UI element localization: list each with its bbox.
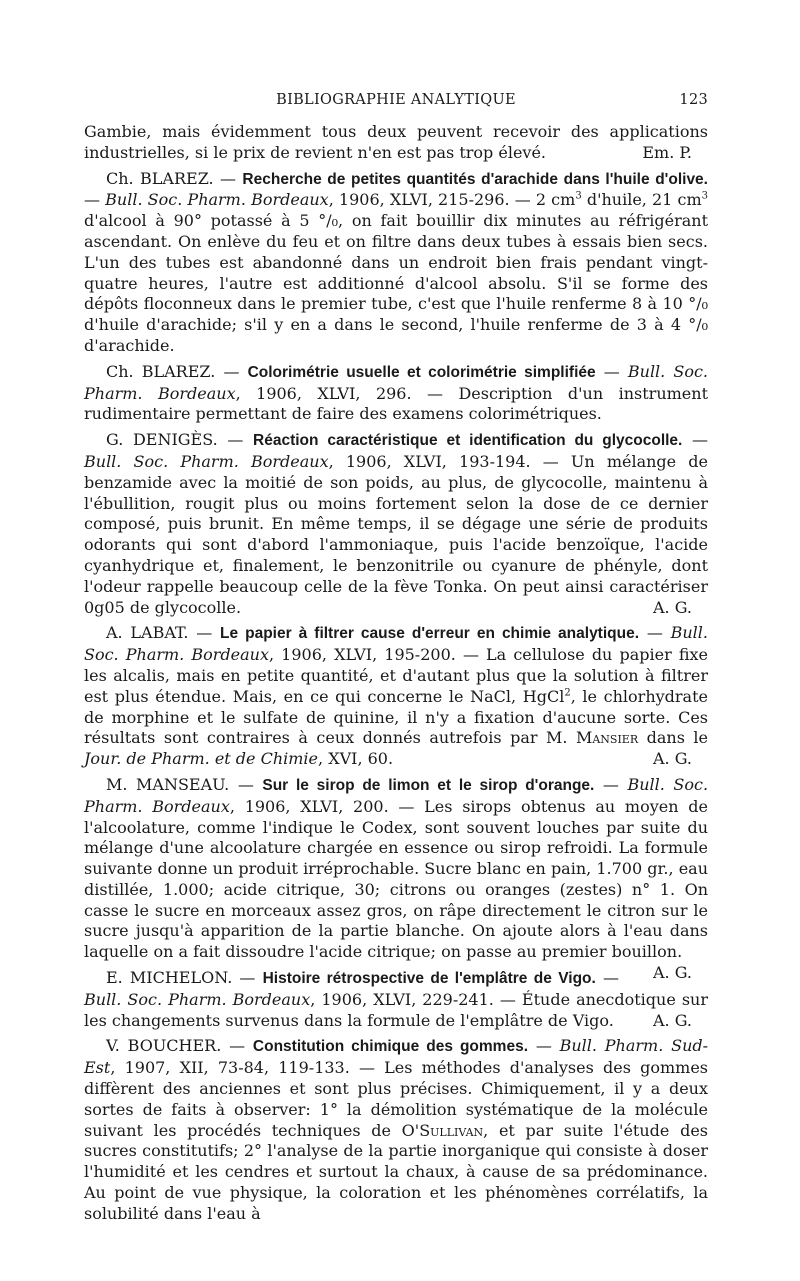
entry-text: , 1906, XLVI, 215-296. — 2 cm <box>328 190 576 210</box>
entry-text: , 1906, XLVI, 195-200. — La cellulose du papier fixe les alcalis, mais en petite quantité, et d'autant plus que la solution à filtrer est plus étendue. Mais, en ce qui concerne le NaCl, HgCl <box>84 645 708 706</box>
paragraph-text: Gambie, mais évidemment tous deux peuvent recevoir des applications industrielles, si le prix de revient n'en est pas trop élevé. <box>84 122 708 162</box>
cited-name: Sullivan <box>419 1120 484 1140</box>
entry-title: Histoire rétrospective de l'emplâtre de Vigo. <box>262 970 596 988</box>
entry-text: , le chlorhydrate de morphine et le sulfate de quinine, il n'y a fixation d'aucune sorte. Ces résultats sont contraires à ceux donnés autrefois par M. <box>84 686 708 748</box>
entry-title: Réaction caractéristique et identification du glycocolle. <box>253 432 683 450</box>
entry-title: Colorimétrie usuelle et colorimétrie simplifiée <box>247 363 596 381</box>
entry-title: Constitution chimique des gommes. <box>252 1038 529 1056</box>
entry-title: Sur le sirop de limon et le sirop d'orange. <box>262 776 595 794</box>
entry-text: d'huile, 21 cm <box>581 190 702 210</box>
separator: — <box>682 430 709 450</box>
cited-name: Mansier <box>575 728 639 748</box>
entry-text: dans le <box>638 728 708 748</box>
page-number: 123 <box>679 92 708 108</box>
entry-journal: Bull. Soc. Pharm. Bordeaux <box>84 361 709 403</box>
entry-text: , 1906, XLVI, 229-241. — Étude anecdotique sur les changements survenus dans la formule de l'emplâtre de Vigo. <box>84 989 708 1030</box>
paragraph-continuation <box>84 122 708 164</box>
separator: — <box>595 968 619 988</box>
separator: — <box>229 774 263 794</box>
entry-title: Recherche de petites quantités d'arachide dans l'huile d'olive. <box>242 170 708 188</box>
separator: — <box>595 361 628 381</box>
signature: A. G. <box>652 963 692 983</box>
entry-author: Ch. BLAREZ. <box>106 361 216 381</box>
entry-author: A. LABAT. <box>106 623 189 643</box>
bibliography-entry <box>84 623 708 770</box>
entry-text: , 1906, XLVI, 296. — Description d'un instrument rudimentaire permettant de faire des examens colorimétriques. <box>84 383 709 424</box>
entry-author: V. BOUCHER. <box>106 1036 222 1056</box>
separator: — <box>221 1036 253 1056</box>
separator: — <box>188 623 221 643</box>
entry-text: , et par suite l'étude des sucres constitutifs; 2° l'analyse de la partie inorganique qui consiste à doser l'humidité et les cendres et surtout la chaux, à cause de sa prédominance. Au point de vue physique, la coloration et les phénomènes corrélatifs, la solubilité dans l'eau à <box>84 1120 708 1223</box>
superscript: 3 <box>701 191 708 203</box>
entry-journal: Bull. Soc. Pharm. Bordeaux <box>84 451 329 471</box>
separator: — <box>84 190 106 210</box>
entry-journal: Bull. Soc. Pharm. Bordeaux <box>84 774 709 816</box>
entry-text: d'alcool à 90° potassé à 5 °/₀, on fait bouillir dix minutes au réfrigérant ascendant. On enlève du feu et on filtre dans deux tubes à essais bien secs. L'un des tubes est abandonné dans un endroit bien frais pendant vingt-quatre heures, l'autre est additionné d'alcool absolu. S'il se forme des dépôts floconneux dans le premier tube, c'est que l'huile renferme 8 à 10 °/₀ d'huile d'arachide; s'il y en a dans le second, l'huile renferme de 3 à 4 °/₀ d'arachide. <box>84 211 708 355</box>
entry-text: , XVI, 60. <box>318 749 394 769</box>
separator: — <box>232 968 263 988</box>
entry-author: G. DENIGÈS. <box>106 430 218 450</box>
entry-title: Le papier à filtrer cause d'erreur en chimie analytique. <box>220 625 640 643</box>
superscript: 2 <box>564 687 571 699</box>
separator: — <box>213 168 243 188</box>
bibliography-entry <box>84 169 708 357</box>
bibliography-entry <box>84 968 708 1031</box>
superscript: 3 <box>575 191 582 203</box>
entry-text: , 1906, XLVI, 200. — Les sirops obtenus au moyen de l'alcoolature, comme l'indique le Codex, sont souvent louches par suite du mélange d'une alcoolature chargée en essence ou sirop refroidi. La formule suivante donne un produit irréprochable. Sucre blanc en pain, 1.700 gr., eau distillée, 1.000; acide citrique, 30; citrons ou oranges (zestes) n° 1. On casse le sucre en morceaux assez gros, on râpe directement le citron sur le sucre jusqu'à apparition de la partie blanche. On ajoute alors à l'eau dans laquelle on a fait dissoudre l'acide citrique; on passe au premier bouillon. <box>84 796 708 962</box>
running-header <box>84 92 708 112</box>
signature: A. G. <box>652 1010 692 1030</box>
separator: — <box>639 623 671 643</box>
bibliography-entry <box>84 430 708 618</box>
entry-author: M. MANSEAU. <box>106 774 230 794</box>
bibliography-entry <box>84 1036 708 1224</box>
entry-text: , 1906, XLVI, 193-194. — Un mélange de benzamide avec la moitié de son poids, au plus, de glycocolle, maintenu à l'ébullition, rougit plus ou moins fortement selon la dose de ce dernier composé, puis brunit. En même temps, il se dégage une série de produits odorants qui sont d'abord l'ammoniaque, puis l'acide benzoïque, l'acide cyanhydrique et, finalement, le benzonitrile ou cyanure de phényle, dont l'odeur rappelle beaucoup celle de la fève Tonka. On peut ainsi caractériser 0g05 de glycocolle. <box>84 451 708 617</box>
signature: Em. P. <box>642 142 692 162</box>
entry-author: E. MICHELON. <box>106 968 233 988</box>
entry-author: Ch. BLAREZ. <box>106 168 214 188</box>
entry-text: , 1907, XII, 73-84, 119-133. — Les méthodes d'analyses des gommes diffèrent des anciennes et sont plus précises. Chimiquement, il y a deux sortes de faits à observer: 1° la démolition systématique de la molécule suivant les procédés techniques de O' <box>84 1058 708 1140</box>
separator: — <box>215 361 248 381</box>
entry-journal: Bull. Soc. Pharm. Bordeaux <box>84 989 311 1009</box>
entry-journal: Bull. Soc. Pharm. Bordeaux <box>105 190 329 210</box>
running-title: BIBLIOGRAPHIE ANALYTIQUE <box>276 92 516 108</box>
signature: A. G. <box>652 749 692 769</box>
entry-journal: Bull. Soc. Pharm. Bordeaux <box>84 623 708 665</box>
entry-journal: Bull. Pharm. Sud-Est <box>84 1036 709 1078</box>
bibliography-entry <box>84 362 708 425</box>
entry-journal: Jour. de Pharm. et de Chimie <box>84 749 319 769</box>
separator: — <box>594 774 628 794</box>
separator: — <box>528 1036 560 1056</box>
separator: — <box>217 430 254 450</box>
page-body <box>84 122 708 1230</box>
signature: A. G. <box>652 597 692 617</box>
